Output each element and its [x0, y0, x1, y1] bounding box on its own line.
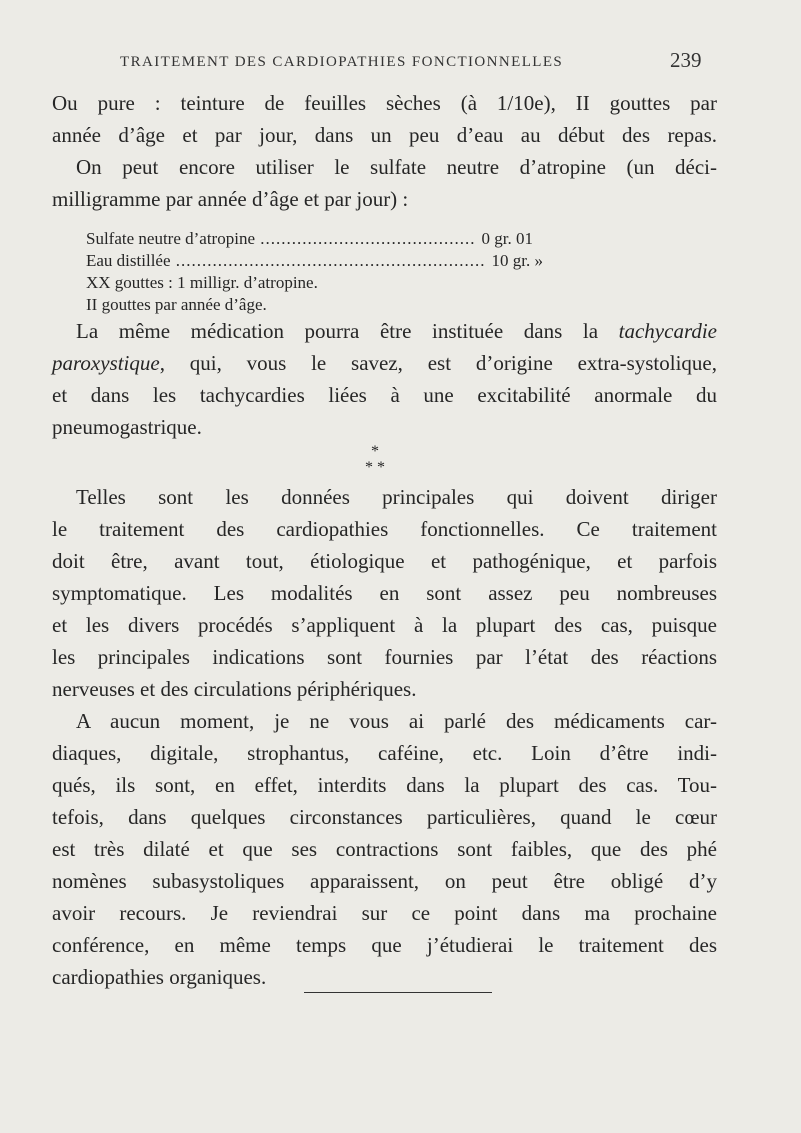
text-run: La même médication pourra être instituée dans la [76, 319, 619, 343]
emphasis-term: tachycardie [618, 319, 717, 343]
formula-ingredient: Sulfate neutre d’atropine [86, 229, 255, 248]
text-line: Ou pure : teinture de feuilles sèches (à 1/10e), II gouttes par [52, 91, 717, 115]
text-run: , qui, vous le savez, est d’origine extra-systolique, [159, 351, 717, 375]
paragraph-conclusion [52, 481, 717, 993]
end-rule [304, 992, 492, 993]
text-line: diaques, digitale, strophantus, caféine, etc. Loin d’être indi- [52, 741, 717, 765]
text-line: Telles sont les données principales qui doivent diriger [76, 485, 717, 509]
text-line [52, 347, 717, 379]
running-header: TRAITEMENT DES CARDIOPATHIES FONCTIONNELLES [120, 54, 564, 70]
page-number: 239 [670, 48, 702, 72]
separator-star-top: * [371, 443, 379, 460]
text-line: conférence, en même temps que j’étudierai le traitement des [52, 933, 717, 957]
formula-row: Sulfate neutre d’atropine ......................................... 0 gr. 01 [86, 229, 533, 248]
formula-note: II gouttes par année d’âge. [86, 295, 267, 314]
text-line: qués, ils sont, en effet, interdits dans la plupart des cas. Tou- [52, 773, 717, 797]
text-line: milligramme par année d’âge et par jour) : [52, 187, 409, 211]
paragraph-tachycardia [52, 315, 717, 443]
text-line: symptomatique. Les modalités en sont assez peu nombreuses [52, 581, 717, 605]
formula-ingredient: Eau distillée [86, 251, 171, 270]
formula-amount: 10 gr. » [491, 251, 543, 270]
text-line: avoir recours. Je reviendrai sur ce point dans ma prochaine [52, 901, 717, 925]
text-line: les principales indications sont fournies par l’état des réactions [52, 645, 717, 669]
text-line: le traitement des cardiopathies fonctionnelles. Ce traitement [52, 517, 717, 541]
prescription-formula [86, 228, 543, 316]
formula-row: Eau distillée ........................................................... 10 gr. » [86, 251, 543, 270]
text-line [52, 315, 717, 347]
text-line: est très dilaté et que ses contractions sont faibles, que des phé [52, 837, 717, 861]
formula-note: XX gouttes : 1 milligr. d’atropine. [86, 273, 318, 292]
text-line: nomènes subasystoliques apparaissent, on peut être obligé d’y [52, 869, 717, 893]
text-line: On peut encore utiliser le sulfate neutre d’atropine (un déci- [76, 155, 717, 179]
section-separator [345, 444, 405, 476]
text-line: année d’âge et par jour, dans un peu d’eau au début des repas. [52, 123, 717, 147]
paragraph-dosage-intro [52, 87, 717, 215]
text-line: nerveuses et des circulations périphériques. [52, 677, 417, 701]
text-line: tefois, dans quelques circonstances particulières, quand le cœur [52, 805, 717, 829]
text-line: pneumogastrique. [52, 415, 202, 439]
emphasis-term: paroxystique [52, 351, 160, 375]
text-line: A aucun moment, je ne vous ai parlé des médicaments car- [76, 709, 717, 733]
separator-star-bottom: * * [365, 459, 385, 476]
formula-amount: 0 gr. 01 [481, 229, 533, 248]
text-line: et les divers procédés s’appliquent à la plupart des cas, puisque [52, 613, 717, 637]
text-line: cardiopathies organiques. [52, 965, 267, 989]
text-line: doit être, avant tout, étiologique et pathogénique, et parfois [52, 549, 717, 573]
text-line: et dans les tachycardies liées à une excitabilité anormale du [52, 383, 717, 407]
